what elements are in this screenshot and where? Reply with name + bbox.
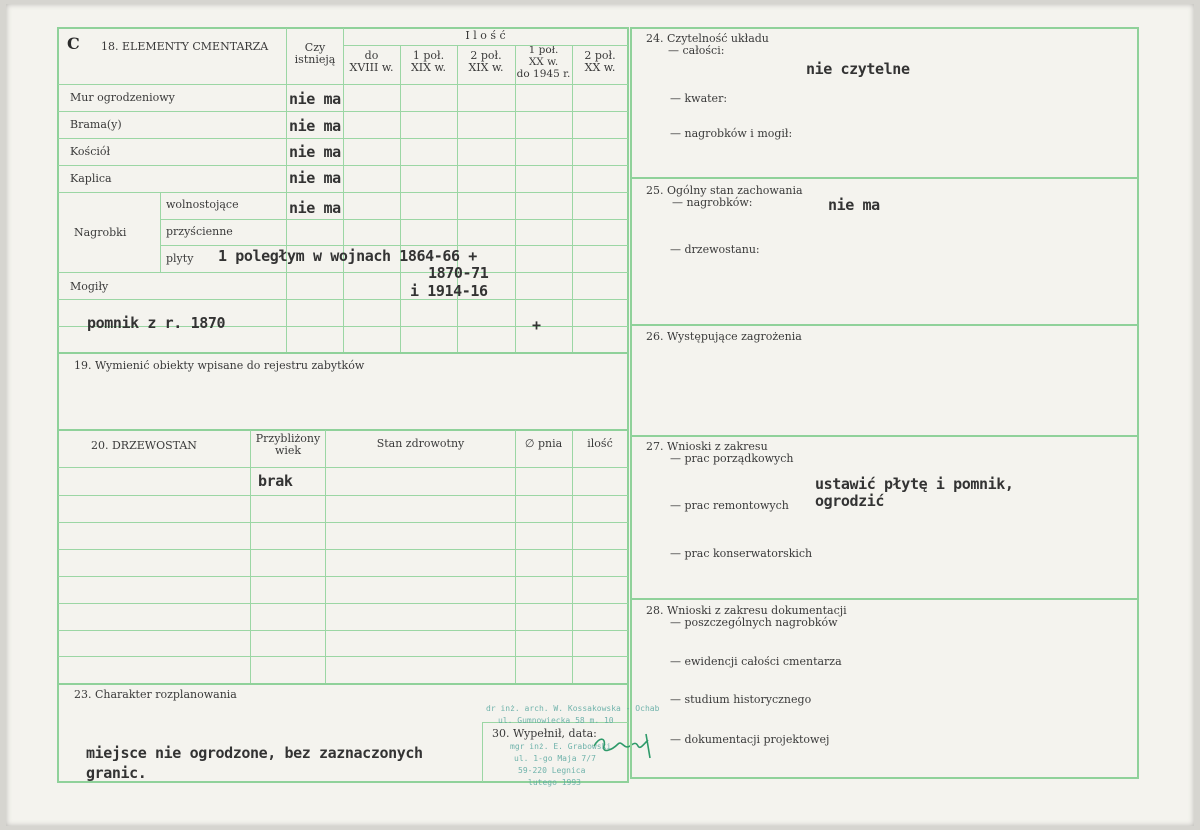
row-mogily: Mogiły xyxy=(70,280,109,293)
row-przyscienne: przyścienne xyxy=(166,225,233,238)
section-30-label: 30. Wypełnił, data: xyxy=(492,727,597,740)
stamp-line-3: mgr inż. E. Grabowski xyxy=(510,742,612,751)
col-health-header: Stan zdrowotny xyxy=(376,437,465,450)
typed-kosciol: nie ma xyxy=(289,143,341,161)
s27-porzadkowych: — prac porządkowych xyxy=(670,452,794,465)
typed-condition: nie ma xyxy=(828,196,880,214)
s24-calosci: — całości: xyxy=(668,44,725,57)
row-brama: Brama(y) xyxy=(70,118,122,131)
col-diam-header: ∅ pnia xyxy=(524,437,563,450)
section-25-label: 25. Ogólny stan zachowania xyxy=(646,184,803,197)
typed-pomnik: pomnik z r. 1870 xyxy=(87,314,226,332)
typed-wolnostojace: nie ma xyxy=(289,199,341,217)
section-19-label: 19. Wymienić obiekty wpisane do rejestru zabytków xyxy=(74,359,365,372)
period-col-2: 1 poł. XIX w. xyxy=(410,49,447,74)
typed-layout-2: granic. xyxy=(86,764,147,782)
row-mur: Mur ogrodzeniowy xyxy=(70,91,175,104)
s25-nagrobkow: — nagrobków: xyxy=(672,196,753,209)
quantity-header: I l o ś ć xyxy=(465,29,506,42)
typed-layout-1: miejsce nie ogrodzone, bez zaznaczonych xyxy=(86,744,423,762)
typed-plus: + xyxy=(532,316,541,334)
col-exists-header: Czy istnieją xyxy=(294,41,336,66)
s27-konserwatorskich: — prac konserwatorskich xyxy=(670,547,813,560)
typed-plyty-2: 1870-71 xyxy=(428,264,489,282)
row-kosciol: Kościół xyxy=(70,145,111,158)
row-kaplica: Kaplica xyxy=(70,172,112,185)
stamp-line-5: 59-220 Legnica xyxy=(518,766,586,775)
typed-proposals-1: ustawić płytę i pomnik, xyxy=(815,475,1014,493)
s28-b: — ewidencji całości cmentarza xyxy=(670,655,842,668)
s28-a: — poszczególnych nagrobków xyxy=(670,616,838,629)
col-age-header: Przybliżony wiek xyxy=(255,432,321,457)
s25-drzewostanu: — drzewostanu: xyxy=(670,243,760,256)
section-23-label: 23. Charakter rozplanowania xyxy=(74,688,237,701)
s24-kwater: — kwater: xyxy=(670,92,728,105)
typed-brama: nie ma xyxy=(289,117,341,135)
period-col-4: 1 poł. XX w. do 1945 r. xyxy=(516,44,571,80)
row-wolnostojace: wolnostojące xyxy=(166,198,239,211)
typed-plyty-3: i 1914-16 xyxy=(410,282,488,300)
stamp-line-4: ul. 1-go Maja 7/7 xyxy=(514,754,596,763)
typed-proposals-2: ogrodzić xyxy=(815,492,885,510)
s24-nagrobkow: — nagrobków i mogił: xyxy=(670,127,793,140)
section-27-label: 27. Wnioski z zakresu xyxy=(646,440,768,453)
row-nagrobki: Nagrobki xyxy=(74,226,127,239)
typed-readability: nie czytelne xyxy=(806,60,910,78)
stamp-line-6: lutego 1993 xyxy=(528,778,581,787)
section-24-label: 24. Czytelność układu xyxy=(646,32,769,45)
stamp-line-1: dr inż. arch. W. Kossakowska - Ochab xyxy=(486,704,660,713)
col-qty-header: ilość xyxy=(587,437,613,450)
s28-c: — studium historycznego xyxy=(670,693,812,706)
section-28-label: 28. Wnioski z zakresu dokumentacji xyxy=(646,604,847,617)
section-26-label: 26. Występujące zagrożenia xyxy=(646,330,802,343)
typed-plyty-1: 1 poległym w wojnach 1864-66 + xyxy=(218,247,477,265)
s27-remontowych: — prac remontowych xyxy=(670,499,789,512)
section-18-title: 18. ELEMENTY CMENTARZA xyxy=(101,40,269,53)
section-letter: C xyxy=(67,34,80,53)
typed-kaplica: nie ma xyxy=(289,169,341,187)
period-col-5: 2 poł. XX w. xyxy=(584,49,616,74)
stamp-line-2: ul. Gumnowiecka 58 m. 10 xyxy=(498,716,614,725)
typed-age-brak: brak xyxy=(258,472,293,490)
typed-mur: nie ma xyxy=(289,90,341,108)
section-20-title: 20. DRZEWOSTAN xyxy=(91,439,197,452)
row-plyty: plyty xyxy=(166,252,194,265)
period-col-1: do XVIII w. xyxy=(349,49,394,74)
period-col-3: 2 poł. XIX w. xyxy=(468,49,504,74)
s28-d: — dokumentacji projektowej xyxy=(670,733,830,746)
